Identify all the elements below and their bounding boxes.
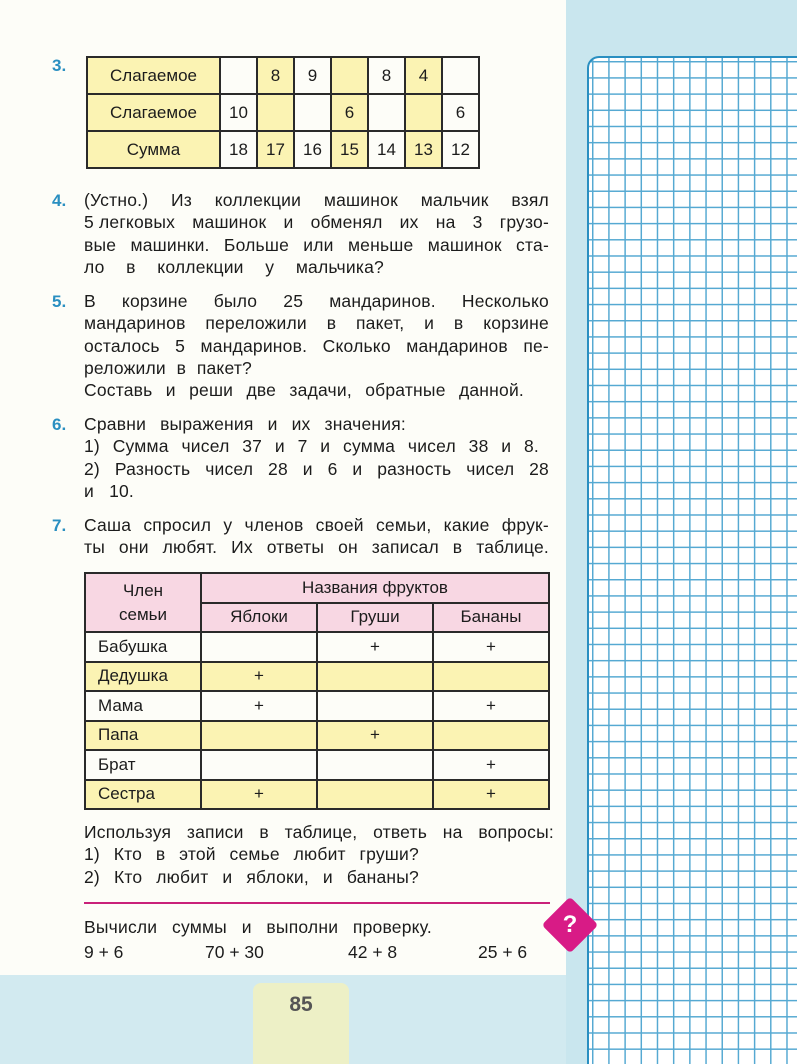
table-cell: 4 bbox=[405, 57, 442, 94]
word: в bbox=[155, 844, 166, 865]
word: их bbox=[291, 414, 311, 434]
mark-cell bbox=[317, 691, 433, 721]
word: В bbox=[84, 291, 96, 311]
mark-cell bbox=[317, 780, 433, 810]
word: ло bbox=[84, 256, 105, 277]
table-cell: 16 bbox=[294, 131, 331, 168]
word: чисел bbox=[205, 458, 254, 479]
word: чисел bbox=[181, 436, 230, 457]
word: Их bbox=[231, 537, 253, 558]
table-row bbox=[85, 691, 549, 721]
word: Разность bbox=[114, 458, 191, 479]
section-divider bbox=[84, 902, 550, 904]
text-line bbox=[84, 256, 384, 278]
expression-1: 9 + 6 bbox=[84, 942, 124, 962]
text-line bbox=[84, 312, 549, 334]
word: обменял bbox=[310, 212, 383, 233]
word: и bbox=[322, 866, 333, 887]
mark-cell bbox=[201, 721, 317, 751]
word: грузо- bbox=[499, 212, 549, 233]
word: переложили bbox=[205, 313, 307, 334]
text-line bbox=[84, 290, 549, 312]
word: записал bbox=[371, 537, 439, 558]
word: 3 bbox=[472, 212, 483, 233]
table-cell: 8 bbox=[368, 57, 405, 94]
word: их bbox=[399, 212, 419, 233]
word: 6 bbox=[327, 458, 338, 479]
mark-cell: + bbox=[317, 632, 433, 662]
word: 28 bbox=[268, 458, 288, 479]
word: машинок bbox=[427, 234, 502, 255]
table-cell: 6 bbox=[442, 94, 479, 131]
table-cell: 13 bbox=[405, 131, 442, 168]
word: Вычисли bbox=[84, 917, 158, 937]
word: в bbox=[326, 313, 337, 334]
word: в bbox=[452, 537, 463, 558]
exercise-6-number: 6. bbox=[52, 415, 67, 434]
text-line bbox=[84, 357, 252, 379]
row-label: Слагаемое bbox=[87, 94, 220, 131]
column-header-pears: Груши bbox=[317, 603, 433, 633]
word: он bbox=[338, 537, 358, 558]
mark-cell: + bbox=[201, 662, 317, 692]
word: мандаринов. bbox=[200, 335, 308, 356]
word: коллекции bbox=[214, 190, 302, 210]
word: машинок bbox=[323, 190, 398, 210]
text-line bbox=[84, 335, 549, 357]
word: в bbox=[259, 822, 269, 842]
text-line bbox=[84, 234, 549, 256]
row-label: Слагаемое bbox=[87, 57, 220, 94]
word: ста- bbox=[516, 234, 549, 255]
word: пакет? bbox=[196, 357, 252, 378]
word: Составь bbox=[84, 380, 153, 401]
word: спросил bbox=[143, 515, 212, 535]
word: у bbox=[223, 515, 233, 535]
word: пакет, bbox=[355, 313, 405, 334]
mark-cell: + bbox=[433, 750, 549, 780]
word: 5 легковых bbox=[84, 212, 176, 233]
word: и bbox=[283, 212, 294, 233]
word: любит bbox=[156, 866, 209, 887]
text-line bbox=[84, 413, 406, 435]
text-line bbox=[84, 514, 549, 536]
word: мандаринов bbox=[84, 313, 186, 334]
word: и bbox=[302, 458, 313, 479]
word: записи bbox=[186, 822, 244, 842]
question-mark-icon: ? bbox=[562, 911, 578, 938]
text-line bbox=[84, 866, 419, 888]
word: и bbox=[241, 917, 252, 937]
table-header-row bbox=[85, 573, 549, 603]
table-cell: 14 bbox=[368, 131, 405, 168]
word: любит bbox=[293, 844, 346, 865]
fruits-header: Названия фруктов bbox=[201, 573, 549, 603]
text-line bbox=[84, 189, 549, 211]
mark-cell bbox=[201, 632, 317, 662]
text-line bbox=[84, 379, 524, 401]
word: 28 bbox=[529, 458, 549, 479]
mark-cell bbox=[433, 662, 549, 692]
word: Сумма bbox=[112, 436, 169, 457]
table-row bbox=[87, 131, 479, 168]
word: они bbox=[118, 537, 149, 558]
table-row bbox=[87, 94, 479, 131]
word: у bbox=[265, 256, 275, 277]
word: выражения bbox=[160, 414, 254, 434]
table-row bbox=[85, 721, 549, 751]
word: таблице. bbox=[476, 537, 549, 558]
table-cell: 12 bbox=[442, 131, 479, 168]
word: машинки. bbox=[130, 234, 210, 255]
word: и bbox=[501, 436, 512, 457]
word: Сравни bbox=[84, 414, 147, 434]
table-cell: 15 bbox=[331, 131, 368, 168]
mark-cell: + bbox=[317, 721, 433, 751]
table-cell bbox=[442, 57, 479, 94]
table-cell: 17 bbox=[257, 131, 294, 168]
addends-sum-table bbox=[86, 56, 480, 169]
exercise-5-number: 5. bbox=[52, 292, 67, 311]
text-line bbox=[84, 211, 549, 233]
table-row bbox=[87, 57, 479, 94]
member-header-line-2: семьи bbox=[119, 604, 167, 624]
member-name: Брат bbox=[85, 750, 201, 780]
word: 1) bbox=[84, 436, 100, 457]
graph-paper-margin bbox=[587, 56, 797, 1064]
word: вые bbox=[84, 234, 117, 255]
word: семьи, bbox=[375, 515, 432, 535]
table-cell bbox=[405, 94, 442, 131]
word: Больше bbox=[223, 234, 290, 255]
word: бананы? bbox=[346, 866, 419, 887]
word: в bbox=[453, 313, 464, 334]
table-cell: 8 bbox=[257, 57, 294, 94]
member-name: Папа bbox=[85, 721, 201, 751]
mark-cell: + bbox=[433, 632, 549, 662]
table-row bbox=[85, 632, 549, 662]
word: таблице, bbox=[284, 822, 358, 842]
word: на bbox=[435, 212, 456, 233]
word: груши? bbox=[359, 844, 419, 865]
word: (Устно.) bbox=[84, 190, 149, 210]
mark-cell bbox=[201, 750, 317, 780]
word: обратные bbox=[365, 380, 446, 401]
word: ответы bbox=[266, 537, 325, 558]
word: семье bbox=[229, 844, 280, 865]
mark-cell bbox=[433, 721, 549, 751]
word: 37 bbox=[242, 436, 263, 457]
word: и bbox=[424, 313, 435, 334]
exercise-5-text bbox=[84, 290, 549, 401]
word: и bbox=[84, 480, 94, 501]
word: выполни bbox=[266, 917, 339, 937]
exercise-3-number: 3. bbox=[52, 56, 67, 75]
word: корзине bbox=[483, 313, 549, 334]
word: яблоки, bbox=[246, 866, 309, 887]
word: сумма bbox=[343, 436, 396, 457]
word: или bbox=[303, 234, 334, 255]
table-cell bbox=[294, 94, 331, 131]
word: машинок bbox=[192, 212, 267, 233]
word: 2) bbox=[84, 866, 100, 887]
word: ответь bbox=[373, 822, 428, 842]
word: какие bbox=[443, 515, 490, 535]
table-cell bbox=[220, 57, 257, 94]
word: в bbox=[176, 357, 187, 378]
word: 1) bbox=[84, 844, 100, 865]
row-label: Сумма bbox=[87, 131, 220, 168]
word: мальчик bbox=[420, 190, 489, 210]
word: суммы bbox=[172, 917, 227, 937]
word: и bbox=[352, 458, 363, 479]
table-cell bbox=[257, 94, 294, 131]
word: мандаринов bbox=[406, 335, 508, 356]
table-cell bbox=[331, 57, 368, 94]
extra-task-text bbox=[84, 916, 549, 938]
word: меньше bbox=[347, 234, 414, 255]
expression-3: 42 + 8 bbox=[348, 942, 398, 962]
mark-cell bbox=[317, 662, 433, 692]
word: в bbox=[126, 256, 136, 277]
word: 25 bbox=[283, 291, 304, 311]
exercise-7-questions bbox=[84, 821, 554, 888]
word: и bbox=[267, 414, 278, 434]
word: 10. bbox=[109, 480, 134, 501]
text-line bbox=[84, 821, 554, 843]
expression-2: 70 + 30 bbox=[205, 942, 264, 962]
word: значения: bbox=[324, 414, 406, 434]
word: взял bbox=[511, 190, 549, 210]
word: проверку. bbox=[352, 917, 432, 937]
mark-cell: + bbox=[201, 780, 317, 810]
word: чисел bbox=[466, 458, 515, 479]
word: и bbox=[320, 436, 331, 457]
word: две bbox=[246, 380, 277, 401]
word: 5 bbox=[175, 335, 186, 356]
word: 38 bbox=[468, 436, 489, 457]
column-header-bananas: Бананы bbox=[433, 603, 549, 633]
word: и bbox=[222, 866, 233, 887]
word: фрук- bbox=[501, 515, 549, 535]
table-cell: 10 bbox=[220, 94, 257, 131]
mark-cell: + bbox=[433, 780, 549, 810]
column-header-apples: Яблоки bbox=[201, 603, 317, 633]
member-name: Дедушка bbox=[85, 662, 201, 692]
exercise-6-text bbox=[84, 413, 549, 502]
table-cell: 9 bbox=[294, 57, 331, 94]
table-cell: 6 bbox=[331, 94, 368, 131]
table-cell: 18 bbox=[220, 131, 257, 168]
word: Саша bbox=[84, 515, 132, 535]
word: пе- bbox=[523, 335, 549, 356]
member-header-line-1: Член bbox=[122, 580, 164, 600]
table-row bbox=[85, 750, 549, 780]
mark-cell: + bbox=[433, 691, 549, 721]
word: Используя bbox=[84, 822, 172, 842]
word: задачи, bbox=[289, 380, 352, 401]
word: корзине bbox=[121, 291, 188, 311]
exercise-4-text bbox=[84, 189, 549, 278]
member-name: Сестра bbox=[85, 780, 201, 810]
member-name: Бабушка bbox=[85, 632, 201, 662]
word: было bbox=[213, 291, 258, 311]
text-line bbox=[84, 536, 549, 558]
word: мандаринов. bbox=[329, 291, 436, 311]
word: Сколько bbox=[322, 335, 391, 356]
table-cell bbox=[368, 94, 405, 131]
word: Кто bbox=[113, 866, 143, 887]
text-line bbox=[84, 435, 539, 457]
mark-cell: + bbox=[201, 691, 317, 721]
word: чисел bbox=[407, 436, 456, 457]
text-line bbox=[84, 458, 549, 480]
word: и bbox=[274, 436, 285, 457]
text-line bbox=[84, 843, 419, 865]
text-line bbox=[84, 916, 432, 938]
word: реши bbox=[189, 380, 234, 401]
word: 2) bbox=[84, 458, 100, 479]
word: любят. bbox=[162, 537, 218, 558]
word: осталось bbox=[84, 335, 160, 356]
word: 8. bbox=[524, 436, 539, 457]
word: коллекции bbox=[157, 256, 244, 277]
exercise-7-text bbox=[84, 514, 549, 559]
word: ты bbox=[84, 537, 105, 558]
word: мальчика? bbox=[295, 256, 384, 277]
page-number: 85 bbox=[289, 993, 313, 1016]
word: своей bbox=[315, 515, 364, 535]
text-line bbox=[84, 480, 134, 502]
word: и bbox=[165, 380, 176, 401]
word: на bbox=[442, 822, 463, 842]
mark-cell bbox=[317, 750, 433, 780]
word: Несколько bbox=[461, 291, 549, 311]
member-name: Мама bbox=[85, 691, 201, 721]
word: членов bbox=[244, 515, 304, 535]
word: 7 bbox=[297, 436, 308, 457]
table-row bbox=[85, 780, 549, 810]
table-row bbox=[85, 662, 549, 692]
word: реложили bbox=[84, 357, 166, 378]
word: Кто bbox=[113, 844, 143, 865]
exercise-7-number: 7. bbox=[52, 516, 67, 535]
expression-4: 25 + 6 bbox=[478, 942, 528, 962]
word: этой bbox=[179, 844, 216, 865]
word: Из bbox=[170, 190, 192, 210]
fruit-preferences-table bbox=[84, 572, 550, 810]
word: разность bbox=[377, 458, 452, 479]
word: данной. bbox=[458, 380, 524, 401]
member-header bbox=[85, 573, 201, 632]
word: вопросы: bbox=[478, 822, 554, 842]
exercise-4-number: 4. bbox=[52, 191, 67, 210]
